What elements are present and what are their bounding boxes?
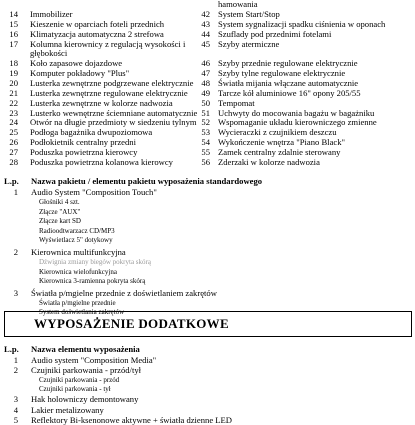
- additional-number: 1: [13, 355, 18, 365]
- package-number: 1: [13, 187, 18, 197]
- item-number: 23: [9, 107, 18, 118]
- additional-subitem: Czujniki parkowania - przód: [39, 375, 120, 384]
- package-subitem: Radioodtwarzacz CD/MP3: [39, 226, 115, 235]
- item-label: Szuflady pod przednimi fotelami: [218, 28, 332, 39]
- item-label: Klimatyzacja automatyczna 2 strefowa: [30, 28, 164, 39]
- item-label: Lusterka zewnętrzne podgrzewane elektrycznie: [30, 77, 194, 88]
- additional-number: 3: [13, 394, 18, 405]
- additional-header-name: Nazwa elementu wyposażenia: [31, 344, 140, 354]
- package-name: Kierownica multifunkcyjna: [31, 247, 126, 257]
- item-label: Otwór na długie przedmioty w siedzeniu tylnym: [30, 117, 197, 128]
- package-subitem: Wyświetlacz 5" dotykowy: [39, 236, 113, 245]
- item-label: Zamek centralny zdalnie sterowany: [218, 146, 341, 157]
- item-number: 24: [9, 117, 18, 128]
- additional-name: Reflektory Bi-ksenonowe aktywne + światła dzienne LED: [31, 414, 233, 425]
- item-label: Poduszka powietrzna kierowcy: [30, 146, 138, 157]
- package-number: 3: [13, 287, 18, 298]
- packages-header-name: Nazwa pakietu / elementu pakietu wyposażenia standardowego: [31, 176, 263, 186]
- item-number: 56: [201, 156, 210, 167]
- item-number: 21: [9, 87, 18, 98]
- item-label: Podłokietnik centralny przedni: [30, 137, 136, 148]
- additional-subitem: Czujniki parkowania - tył: [39, 384, 111, 393]
- package-subitem: Złącze kart SD: [39, 217, 81, 226]
- item-number: 16: [9, 28, 18, 39]
- package-subitem: System doświetlania zakrętów: [39, 308, 125, 317]
- item-number: 27: [9, 146, 18, 157]
- item-label: System sygnalizacji spadku ciśnienia w oponach: [218, 18, 386, 29]
- additional-name: Audio system "Composition Media": [31, 355, 157, 365]
- item-number: 25: [9, 127, 18, 138]
- item-label: Lusterko wewnętrzne ściemniane automatycznie: [30, 107, 198, 118]
- item-label: Immobilizer: [30, 9, 73, 19]
- item-label: System Start/Stop: [218, 9, 280, 19]
- item-number: 14: [9, 9, 18, 19]
- item-number: 17: [9, 38, 18, 49]
- item-number: 52: [201, 117, 210, 128]
- additional-number: 2: [13, 365, 18, 376]
- package-subitem: Dźwignia zmiany biegów pokryta skórą: [39, 258, 151, 266]
- item-number: 46: [201, 58, 210, 69]
- item-label: Lusterka zewnętrzne regulowane elektrycznie: [30, 87, 188, 98]
- additional-number: 4: [13, 404, 18, 415]
- item-number: 18: [9, 58, 18, 69]
- item-number: 55: [201, 146, 210, 157]
- item-label: Wycieraczki z czujnikiem deszczu: [218, 127, 337, 138]
- item-number: 45: [201, 38, 210, 49]
- item-label: Podłoga bagażnika dwupoziomowa: [30, 127, 153, 138]
- item-number: 47: [201, 68, 210, 79]
- item-label: Szyby atermiczne: [218, 38, 280, 49]
- item-label: Kolumna kierownicy z regulacją wysokości i: [30, 38, 186, 49]
- additional-name: Czujniki parkowania - przód/tył: [31, 365, 142, 376]
- item-label: Uchwyty do mocowania bagażu w bagażniku: [218, 107, 375, 118]
- item-number: 53: [201, 127, 210, 138]
- item-label: Wspomaganie układu kierowniczego zmienne: [218, 117, 377, 128]
- additional-name: Hak holowniczy demontowany: [31, 394, 139, 405]
- item-number: 50: [201, 97, 210, 108]
- additional-number: 5: [13, 414, 18, 425]
- package-number: 2: [13, 247, 18, 257]
- package-subitem: Głośniki 4 szt.: [39, 198, 80, 206]
- additional-name: Lakier metalizowany: [31, 404, 104, 415]
- item-number: 20: [9, 77, 18, 88]
- continuation-text: hamowania: [218, 0, 258, 9]
- item-label: Lusterka zewnętrzne w kolorze nadwozia: [30, 97, 173, 108]
- package-subitem: Kierownica wielofunkcyjna: [39, 267, 117, 276]
- item-number: 49: [201, 87, 210, 98]
- item-label: Tempomat: [218, 97, 255, 108]
- item-number: 51: [201, 107, 210, 118]
- item-number: 44: [201, 28, 210, 39]
- item-label: Zderzaki w kolorze nadwozia: [218, 156, 320, 167]
- packages-header-lp: L.p.: [4, 176, 19, 186]
- package-name: Audio System "Composition Touch": [31, 187, 157, 197]
- item-number: 43: [201, 18, 210, 29]
- item-number: 26: [9, 137, 18, 148]
- section-title: WYPOSAŻENIE DODATKOWE: [34, 316, 229, 331]
- item-label: Tarcze kół aluminiowe 16" opony 205/55: [218, 87, 361, 98]
- package-subitem: Złącze "AUX": [39, 207, 81, 216]
- item-label: Koło zapasowe dojazdowe: [30, 58, 123, 69]
- item-label: Szyby tylne regulowane elektrycznie: [218, 68, 346, 79]
- item-label: głębokości: [30, 48, 68, 59]
- item-number: 54: [201, 137, 210, 148]
- additional-header-lp: L.p.: [4, 344, 19, 354]
- item-number: 15: [9, 18, 18, 29]
- item-number: 19: [9, 68, 18, 79]
- item-label: Poduszka powietrzna kolanowa kierowcy: [30, 156, 173, 167]
- item-number: 28: [9, 156, 18, 167]
- item-number: 22: [9, 97, 18, 108]
- item-number: 48: [201, 77, 210, 88]
- item-label: Wykończenie wnętrza "Piano Black": [218, 137, 346, 148]
- item-label: Kieszenie w oparciach foteli przednich: [30, 18, 165, 29]
- item-number: 42: [201, 9, 210, 19]
- package-name: Światła p/mgielne przednie z doświetlaniem zakrętów: [31, 287, 217, 298]
- item-label: Szyby przednie regulowane elektrycznie: [218, 58, 358, 69]
- item-label: Światła mijania włączane automatycznie: [218, 77, 359, 88]
- package-subitem: Światła p/mgielne przednie: [39, 298, 116, 307]
- item-label: Komputer pokładowy "Plus": [30, 68, 130, 79]
- package-subitem: Kierownica 3-ramienna pokryta skórą: [39, 277, 146, 286]
